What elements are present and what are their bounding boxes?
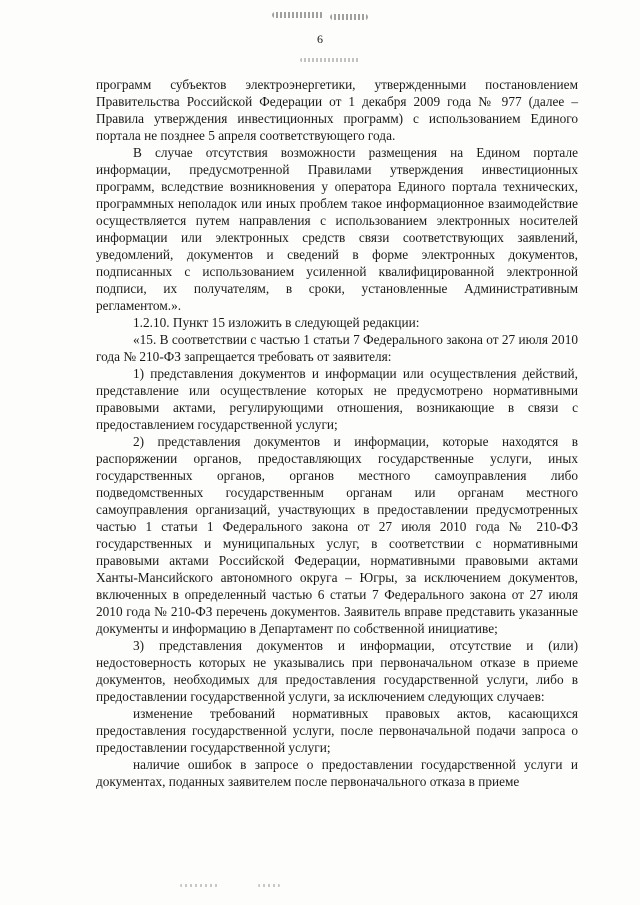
paragraph: программ субъектов электроэнергетики, утвержденными постановлением Правительства Российской Федерации от 1 декабря 2009 года № 977 (далее – Правила утверждения инвестиционных программ) с использованием Единого портала не позднее 5 апреля соответствующего года. [96, 77, 578, 143]
paragraph: В случае отсутствия возможности размещения на Едином портале информации, предусмотренной Правилами утверждения инвестиционных программ, вследствие возникновения у оператора Единого портала технических, программных неполадок или иных проблем такое информационное взаимодействие осуществляется путем направления с использованием электронных носителей информации или электронных средств связи соответствующих заявлений, уведомлений, документов и сведений в форме электронных документов, подписанных с использованием усиленной квалифицированной электронной подписи, их получателям, в сроки, установленные Административным регламентом.». [96, 145, 578, 313]
paragraph: изменение требований нормативных правовых актов, касающихся предоставления государственной услуги, после первоначальной подачи запроса о предоставлении государственной услуги; [96, 706, 578, 755]
list-item: 1) представления документов и информации или осуществления действий, представление или осуществление которых не предусмотрено нормативными правовыми актами, регулирующими отношения, возникающие в связи с предоставлением государственной услуги; [96, 366, 578, 432]
scan-artifact [330, 14, 368, 20]
paragraph: «15. В соответствии с частью 1 статьи 7 Федерального закона от 27 июля 2010 года № 210-ФЗ запрещается требовать от заявителя: [96, 332, 578, 364]
scan-artifact [272, 12, 324, 18]
page-number: 6 [317, 32, 323, 46]
scan-artifact [300, 58, 360, 62]
paragraph: 1.2.10. Пункт 15 изложить в следующей редакции: [133, 315, 420, 330]
scan-artifact [258, 884, 280, 887]
paragraph: наличие ошибок в запросе о предоставлении государственной услуги и документах, поданных заявителем после первоначального отказа в приеме [96, 757, 578, 789]
document-body [96, 76, 578, 790]
list-item: 3) представления документов и информации, отсутствие и (или) недостоверность которых не указывались при первоначальном отказе в приеме документов, необходимых для предоставления государственной услуги, либо в предоставлении государственной услуги, за исключением следующих случаев: [96, 638, 578, 704]
list-item: 2) представления документов и информации, которые находятся в распоряжении органов, предоставляющих государственные услуги, иных государственных органов, органов местного самоуправления либо подведомственных государственным органам или органам местного самоуправления организаций, участвующих в предоставлении предусмотренных частью 1 статьи 1 Федерального закона от 27 июля 2010 года № 210-ФЗ государственных и муниципальных услуг, в соответствии с нормативными правовыми актами Российской Федерации, нормативными правовыми актами Ханты-Мансийского автономного округа – Югры, за исключением документов, включенных в определенный частью 6 статьи 7 Федерального закона от 27 июля 2010 года № 210-ФЗ перечень документов. Заявитель вправе представить указанные документы и информацию в Департамент по собственной инициативе; [96, 434, 578, 636]
scan-artifact [180, 884, 220, 887]
